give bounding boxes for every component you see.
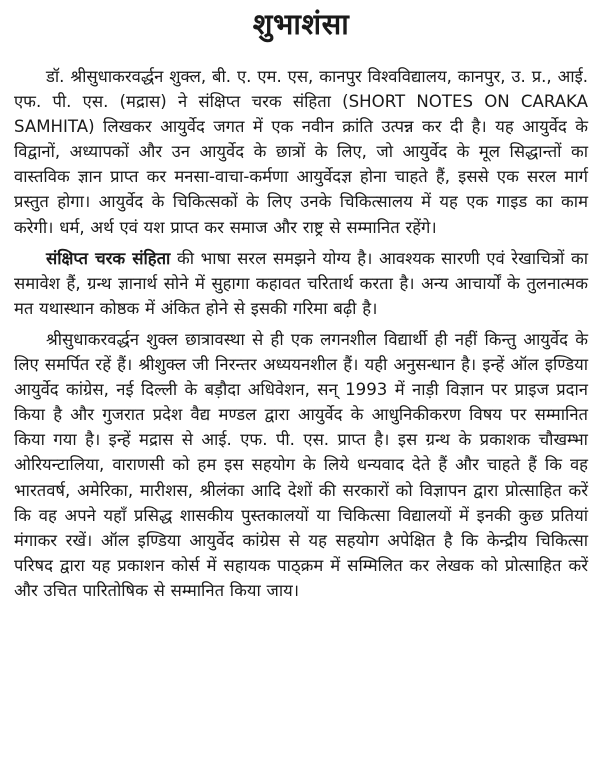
paragraph-1 [14, 64, 588, 240]
paragraph-2 [14, 246, 588, 321]
paragraph-3-text: श्रीसुधाकरवर्द्धन शुक्ल छात्रावस्था से ही एक लगनशील विद्यार्थी ही नहीं किन्तु आयुर्वेद के लिए समर्पित रहें हैं। श्रीशुक्ल जी निरन्तर अध्ययनशील हैं। यही अनुसन्धान है। इन्हें ऑल इण्डिया आयुर्वेद कांग्रेस, नई दिल्ली के बड़ौदा अधिवेशन, सन् 1993 में नाड़ी विज्ञान पर प्राइज प्रदान किया है और गुजरात प्रदेश वैद्य मण्डल द्वारा आयुर्वेद के आधुनिकीकरण विषय पर सम्मानित किया गया है। इन्हें मद्रास से आई. एफ. पी. एस. प्राप्त है। इस ग्रन्थ के प्रकाशक चौखम्भा ओरियन्टालिया, वाराणसी को हम इस सहयोग के लिये धन्यवाद देते हैं और चाहते हैं कि वह भारतवर्ष, अमेरिका, मारीशस, श्रीलंका आदि देशों की सरकारों को विज्ञापन द्वारा प्रोत्साहित करें कि वह अपने यहाँ प्रसिद्ध शासकीय पुस्तकालयों या चिकित्सा विद्यालयों में इनकी कुछ प्रतियां मंगाकर रखें। ऑल इण्डिया आयुर्वेद कांग्रेस से यह सहयोग अपेक्षित है कि केन्द्रीय चिकित्सा परिषद द्वारा यह प्रकाशन कोर्स में सहायक पाठ्क्रम में सम्मिलित कर लेखक को प्रोत्साहित करें और उचित पारितोषिक से सम्मानित किया जाय। [14, 329, 588, 600]
paragraph-2-lead-bold: संक्षिप्त चरक संहिता [46, 248, 171, 268]
paragraph-2-text: की भाषा सरल समझने योग्य है। आवश्यक सारणी एवं रेखाचित्रों का समावेश हैं, ग्रन्थ ज्ञानार्थ सोने में सुहागा कहावत चरितार्थ करता है। अन्य आचार्यों के तुलनात्मक मत यथास्थान कोष्ठक में अंकित होने से इसकी गरिमा बढ़ी है। [14, 248, 588, 318]
paragraph-3 [14, 327, 588, 603]
paragraph-1-text: डॉ. श्रीसुधाकरवर्द्धन शुक्ल, बी. ए. एम. एस, कानपुर विश्वविद्यालय, कानपुर, उ. प्र., आई. एफ. पी. एस. (मद्रास) ने संक्षिप्त चरक संहिता (SHORT NOTES ON CARAKA SAMHITA) लिखकर आयुर्वेद जगत में एक नवीन क्रांति उत्पन्न कर दी है। यह आयुर्वेद के विद्वानों, अध्यापकों और उन आयुर्वेद के छात्रों के लिए, जो आयुर्वेद के मूल सिद्धान्तों का वास्तविक ज्ञान प्राप्त कर मनसा-वाचा-कर्मणा आयुर्वेदज्ञ होना चाहते हैं, इससे एक सरल मार्ग प्रस्तुत होगा। आयुर्वेद के चिकित्सकों के लिए उनके चिकित्सालय में यह एक गाइड का काम करेगी। धर्म, अर्थ एवं यश प्राप्त कर समाज और राष्ट्र से सम्मानित रहेंगे। [14, 67, 588, 237]
page-title: शुभाशंसा [252, 7, 350, 41]
